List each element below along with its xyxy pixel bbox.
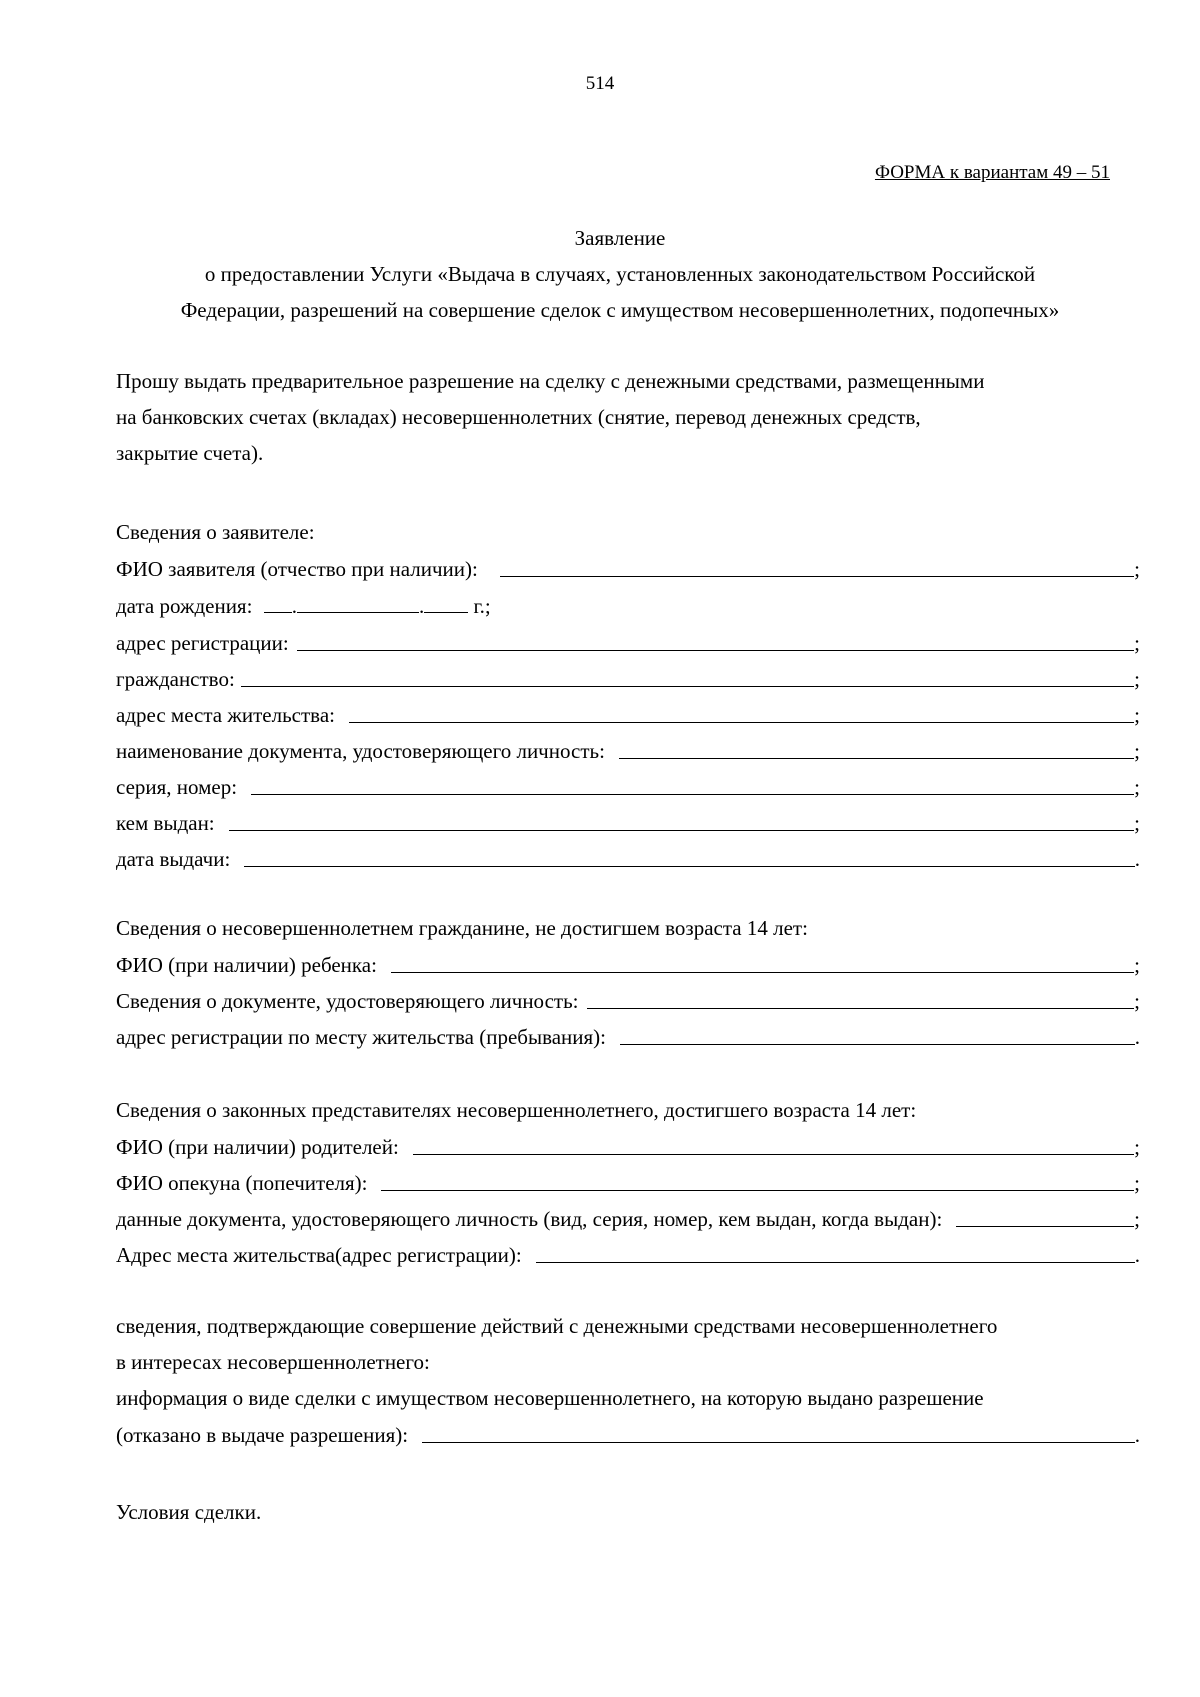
period: . xyxy=(1134,1243,1140,1267)
series-number-field[interactable] xyxy=(251,793,1134,795)
issue-date-label: дата выдачи: xyxy=(116,847,231,871)
rep-address-label: Адрес места жительства(адрес регистрации): xyxy=(116,1243,522,1267)
dob-month-field[interactable] xyxy=(297,594,419,613)
page-number: 514 xyxy=(585,73,615,94)
dob-separator: . xyxy=(291,594,297,618)
rep-doc-row xyxy=(116,1200,1140,1236)
series-number-label: серия, номер: xyxy=(116,775,238,799)
confirmation-line-2: в интересах несовершеннолетнего: xyxy=(116,1350,430,1374)
refusal-label: (отказано в выдаче разрешения): xyxy=(116,1423,409,1447)
reg-address-field[interactable] xyxy=(297,649,1134,651)
semicolon: ; xyxy=(1134,775,1140,799)
issued-by-label: кем выдан: xyxy=(116,811,215,835)
rep-doc-field[interactable] xyxy=(956,1225,1134,1227)
semicolon: ; xyxy=(1134,1171,1140,1195)
reg-address-label: адрес регистрации: xyxy=(116,631,289,655)
request-paragraph xyxy=(116,363,1136,471)
period: . xyxy=(1134,1025,1140,1049)
semicolon: ; xyxy=(1134,1207,1140,1231)
citizenship-label: гражданство: xyxy=(116,667,235,691)
dob-separator: . xyxy=(418,594,425,618)
parents-fio-field[interactable] xyxy=(413,1153,1134,1155)
residence-field[interactable] xyxy=(349,721,1134,723)
child-fio-row xyxy=(116,946,1140,982)
applicant-heading: Сведения о заявителе: xyxy=(116,520,315,544)
citizenship-row xyxy=(116,660,1140,696)
refusal-row xyxy=(116,1416,1140,1452)
semicolon: ; xyxy=(1134,953,1140,977)
representatives-heading: Сведения о законных представителях несовершеннолетнего, достигшего возраста 14 лет: xyxy=(116,1098,917,1122)
semicolon: ; xyxy=(1134,631,1140,655)
document-title xyxy=(100,220,1140,328)
deal-conditions: Условия сделки. xyxy=(116,1500,262,1524)
residence-row xyxy=(116,696,1140,732)
child-address-field[interactable] xyxy=(620,1043,1135,1045)
issued-by-field[interactable] xyxy=(229,829,1135,831)
rep-doc-label: данные документа, удостоверяющего личность (вид, серия, номер, кем выдан, когда выдан): xyxy=(116,1207,943,1231)
guardian-fio-row xyxy=(116,1164,1140,1200)
guardian-fio-field[interactable] xyxy=(381,1189,1134,1191)
child-doc-label: Сведения о документе, удостоверяющего личность: xyxy=(116,989,579,1013)
semicolon: ; xyxy=(1134,989,1140,1013)
rep-address-field[interactable] xyxy=(536,1261,1135,1263)
applicant-fio-field[interactable] xyxy=(500,575,1134,577)
rep-address-row xyxy=(116,1236,1140,1272)
dob-year-field[interactable] xyxy=(424,594,468,613)
child-fio-label: ФИО (при наличии) ребенка: xyxy=(116,953,377,977)
request-line-2: на банковских счетах (вкладах) несовершеннолетних (снятие, перевод денежных средств, xyxy=(116,405,921,429)
dob-day-field[interactable] xyxy=(264,594,292,613)
request-line-3: закрытие счета). xyxy=(116,441,264,465)
issue-date-field[interactable] xyxy=(244,865,1134,867)
parents-fio-label: ФИО (при наличии) родителей: xyxy=(116,1135,399,1159)
confirmation-line-3: информация о виде сделки с имуществом несовершеннолетнего, на которую выдано разрешение xyxy=(116,1386,984,1410)
reg-address-row xyxy=(116,624,1140,660)
title-line-1: Заявление xyxy=(574,226,666,250)
applicant-fio-row xyxy=(116,550,1140,586)
dob-suffix: г.; xyxy=(473,594,491,618)
semicolon: ; xyxy=(1134,811,1140,835)
child-address-label: адрес регистрации по месту жительства (пребывания): xyxy=(116,1025,607,1049)
deal-info-field[interactable] xyxy=(422,1441,1135,1443)
semicolon: ; xyxy=(1134,739,1140,763)
residence-label: адрес места жительства: xyxy=(116,703,335,727)
dob-label: дата рождения: xyxy=(116,594,253,618)
parents-fio-row xyxy=(116,1128,1140,1164)
request-line-1: Прошу выдать предварительное разрешение на сделку с денежными средствами, размещенными xyxy=(116,369,985,393)
child-address-row xyxy=(116,1018,1140,1054)
id-doc-field[interactable] xyxy=(619,757,1134,759)
child-fio-field[interactable] xyxy=(391,971,1134,973)
child-doc-row xyxy=(116,982,1140,1018)
minor-heading: Сведения о несовершеннолетнем гражданине, не достигшем возраста 14 лет: xyxy=(116,916,808,940)
confirmation-paragraph xyxy=(116,1308,1136,1416)
semicolon: ; xyxy=(1134,557,1140,581)
period: . xyxy=(1134,847,1140,871)
issued-by-row xyxy=(116,804,1140,840)
title-line-2: о предоставлении Услуги «Выдача в случаях, установленных законодательством Российской xyxy=(204,262,1036,286)
applicant-fio-label: ФИО заявителя (отчество при наличии): xyxy=(116,557,478,581)
semicolon: ; xyxy=(1134,667,1140,691)
guardian-fio-label: ФИО опекуна (попечителя): xyxy=(116,1171,368,1195)
id-doc-label: наименование документа, удостоверяющего личность: xyxy=(116,739,605,763)
period: . xyxy=(1134,1423,1140,1447)
issue-date-row xyxy=(116,840,1140,876)
series-number-row xyxy=(116,768,1140,804)
applicant-dob-row xyxy=(116,588,491,624)
title-line-3: Федерации, разрешений на совершение сделок с имуществом несовершеннолетних, подопечных» xyxy=(180,298,1060,322)
child-doc-field[interactable] xyxy=(587,1007,1135,1009)
id-doc-row xyxy=(116,732,1140,768)
citizenship-field[interactable] xyxy=(241,685,1134,687)
form-reference: ФОРМА к вариантам 49 – 51 xyxy=(874,162,1110,183)
confirmation-line-1: сведения, подтверждающие совершение действий с денежными средствами несовершеннолетнего xyxy=(116,1314,998,1338)
semicolon: ; xyxy=(1134,703,1140,727)
semicolon: ; xyxy=(1134,1135,1140,1159)
